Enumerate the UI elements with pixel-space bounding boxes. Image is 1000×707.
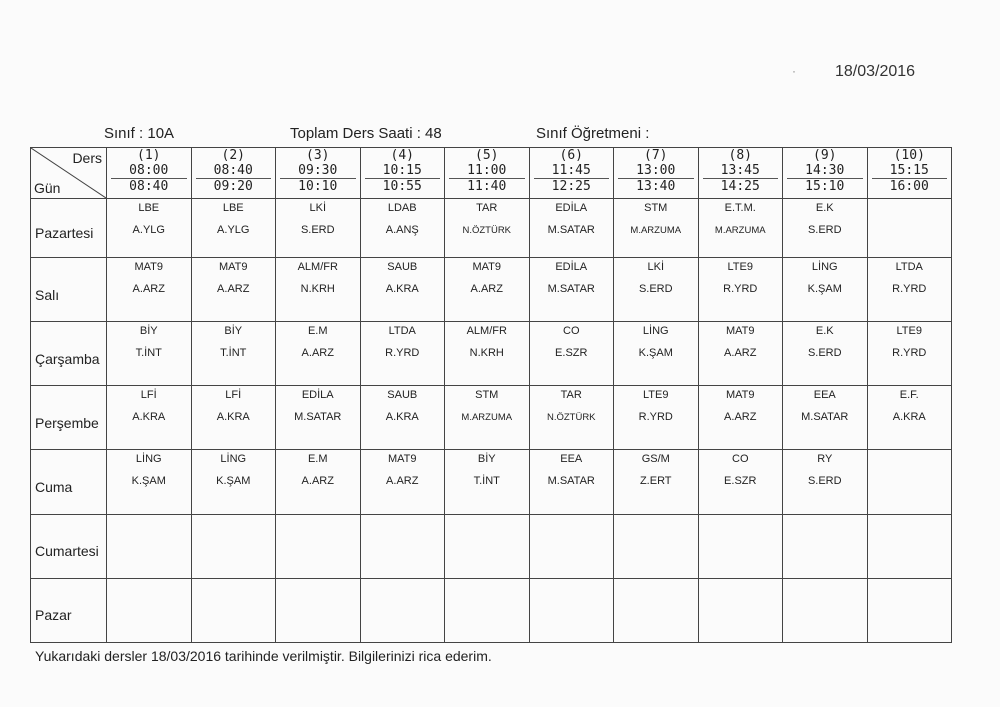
lesson-cell	[783, 258, 868, 322]
lesson-teacher: T.İNT	[220, 347, 247, 360]
lesson-teacher: S.ERD	[638, 283, 673, 296]
corner-cell	[31, 148, 107, 199]
lesson-cell	[107, 450, 192, 514]
lesson-subject: LTE9	[643, 389, 669, 402]
lesson-teacher: E.SZR	[555, 347, 588, 360]
lesson-cell	[614, 386, 699, 450]
lesson-teacher: A.ARZ	[386, 475, 419, 488]
lesson-cell	[360, 514, 445, 578]
lesson-teacher: A.KRA	[132, 411, 166, 424]
lesson-teacher: S.ERD	[807, 347, 842, 360]
lesson-cell	[867, 578, 952, 642]
scan-speck: ·	[792, 64, 796, 78]
period-number: (7)	[644, 148, 668, 163]
lesson-subject: ALM/FR	[297, 261, 338, 274]
day-row	[31, 258, 952, 322]
period-header	[529, 148, 614, 199]
day-label	[31, 322, 107, 386]
period-number: (9)	[813, 148, 837, 163]
lesson-cell	[276, 322, 361, 386]
period-number: (1)	[137, 148, 161, 163]
lesson-cell	[529, 386, 614, 450]
lesson-subject: EEA	[560, 453, 583, 466]
day-name: Pazartesi	[35, 225, 94, 242]
lesson-subject: LBE	[222, 202, 244, 214]
lesson-teacher: R.YRD	[638, 411, 673, 424]
lesson-teacher: A.ARZ	[470, 283, 503, 296]
lesson-subject: MAT9	[725, 325, 755, 338]
lesson-cell	[107, 386, 192, 450]
period-header	[191, 148, 276, 199]
timetable	[30, 147, 952, 643]
period-header	[360, 148, 445, 199]
lesson-subject: MAT9	[387, 453, 417, 466]
lesson-cell	[867, 386, 952, 450]
lesson-cell	[529, 578, 614, 642]
lesson-cell	[360, 199, 445, 258]
lesson-cell	[360, 386, 445, 450]
day-label	[31, 514, 107, 578]
lesson-teacher: A.KRA	[892, 411, 926, 424]
day-name: Salı	[35, 286, 60, 303]
lesson-teacher: N.ÖZTÜRK	[546, 412, 596, 424]
lesson-subject: E.M	[307, 453, 328, 466]
day-row	[31, 450, 952, 514]
lesson-cell	[783, 578, 868, 642]
lesson-subject: MAT9	[134, 261, 164, 274]
lesson-cell	[191, 322, 276, 386]
lesson-subject: STM	[475, 389, 499, 402]
lesson-subject: LKİ	[309, 202, 326, 214]
lesson-subject: MAT9	[472, 261, 502, 274]
day-name: Cuma	[35, 479, 73, 496]
footer-note: Yukarıdaki dersler 18/03/2016 tarihinde verilmiştir. Bilgilerinizi rica ederim.	[35, 648, 492, 664]
period-end: 14:25	[703, 178, 779, 194]
lesson-cell	[783, 514, 868, 578]
lesson-cell	[698, 578, 783, 642]
lesson-cell	[698, 386, 783, 450]
lesson-cell	[614, 258, 699, 322]
lesson-subject: EDİLA	[555, 261, 588, 274]
day-name: Pazar	[35, 607, 72, 624]
day-label	[31, 578, 107, 642]
lesson-subject: SAUB	[387, 389, 418, 402]
lesson-cell	[614, 514, 699, 578]
lesson-cell	[783, 199, 868, 258]
lesson-cell	[276, 450, 361, 514]
period-end: 10:55	[365, 178, 441, 194]
lesson-teacher: K.ŞAM	[216, 475, 251, 488]
day-label	[31, 258, 107, 322]
lesson-cell	[445, 514, 530, 578]
lesson-subject: TAR	[476, 202, 498, 214]
lesson-cell	[107, 578, 192, 642]
lesson-teacher: S.ERD	[807, 224, 842, 236]
lesson-cell	[276, 386, 361, 450]
lesson-teacher: N.ÖZTÜRK	[462, 225, 512, 236]
lesson-cell	[360, 322, 445, 386]
lesson-cell	[445, 199, 530, 258]
lesson-teacher: A.ARZ	[301, 475, 334, 488]
period-header	[276, 148, 361, 199]
lesson-teacher: K.ŞAM	[131, 475, 166, 488]
period-start: 13:00	[636, 163, 676, 178]
lesson-subject: EDİLA	[555, 202, 588, 214]
lesson-teacher: R.YRD	[723, 283, 758, 296]
lesson-teacher: M.SATAR	[294, 411, 342, 424]
day-label	[31, 386, 107, 450]
lesson-teacher: A.KRA	[216, 411, 250, 424]
lesson-cell	[276, 578, 361, 642]
period-number: (8)	[728, 148, 752, 163]
lesson-teacher: N.KRH	[469, 347, 504, 360]
lesson-cell	[360, 578, 445, 642]
total-hours-label: Toplam Ders Saati : 48	[290, 125, 442, 142]
lesson-cell	[445, 322, 530, 386]
lesson-cell	[529, 258, 614, 322]
lesson-cell	[529, 450, 614, 514]
lesson-teacher: M.ARZUMA	[714, 225, 766, 236]
lesson-cell	[107, 322, 192, 386]
lesson-subject: E.T.M.	[724, 202, 756, 214]
lesson-teacher: M.ARZUMA	[630, 225, 682, 236]
class-teacher-label: Sınıf Öğretmeni :	[536, 125, 650, 142]
lesson-cell	[867, 514, 952, 578]
lesson-subject: ALM/FR	[466, 325, 507, 338]
lesson-teacher: A.KRA	[385, 411, 419, 424]
lesson-cell	[276, 199, 361, 258]
lesson-cell	[783, 386, 868, 450]
lesson-subject: LFİ	[140, 389, 157, 402]
lesson-subject: GS/M	[641, 453, 670, 466]
lesson-teacher: A.KRA	[385, 283, 419, 296]
lesson-subject: LFİ	[225, 389, 242, 402]
lesson-subject: EDİLA	[301, 389, 334, 402]
period-end: 09:20	[196, 178, 272, 194]
period-number: (3)	[306, 148, 330, 163]
lesson-teacher: R.YRD	[892, 283, 927, 296]
lesson-cell	[191, 199, 276, 258]
lesson-teacher: M.SATAR	[547, 224, 595, 236]
lesson-subject: LTDA	[895, 261, 923, 274]
lesson-cell	[529, 514, 614, 578]
lesson-teacher: A.ARZ	[132, 283, 165, 296]
lesson-subject: EEA	[813, 389, 836, 402]
day-row	[31, 322, 952, 386]
lesson-cell	[445, 258, 530, 322]
lesson-subject: LTDA	[388, 325, 416, 338]
lesson-cell	[529, 322, 614, 386]
lesson-subject: RY	[817, 453, 833, 466]
period-end: 08:40	[111, 178, 187, 194]
lesson-subject: E.M	[307, 325, 328, 338]
lesson-cell	[360, 450, 445, 514]
lesson-cell	[698, 199, 783, 258]
lesson-subject: CO	[732, 453, 749, 466]
lesson-teacher: M.SATAR	[801, 411, 849, 424]
period-number: (5)	[475, 148, 499, 163]
period-end: 15:10	[787, 178, 863, 194]
lesson-cell	[614, 199, 699, 258]
period-start: 15:15	[889, 163, 929, 178]
lesson-teacher: T.İNT	[473, 475, 500, 488]
period-start: 08:40	[213, 163, 253, 178]
lesson-subject: E.K	[815, 202, 834, 214]
lesson-cell	[276, 514, 361, 578]
period-end: 10:10	[280, 178, 356, 194]
lesson-teacher: M.SATAR	[547, 475, 595, 488]
period-end: 11:40	[449, 178, 525, 194]
lesson-teacher: A.YLG	[217, 224, 250, 236]
period-header	[698, 148, 783, 199]
lesson-teacher: M.SATAR	[547, 283, 595, 296]
lesson-cell	[191, 578, 276, 642]
period-number: (2)	[221, 148, 245, 163]
lesson-cell	[614, 450, 699, 514]
period-number: (6)	[559, 148, 583, 163]
lesson-cell	[191, 258, 276, 322]
lesson-cell	[614, 322, 699, 386]
lesson-teacher: M.ARZUMA	[461, 412, 513, 424]
lesson-cell	[191, 450, 276, 514]
period-header	[107, 148, 192, 199]
lesson-teacher: Z.ERT	[639, 475, 672, 488]
lesson-subject: LTE9	[727, 261, 753, 274]
lesson-cell	[360, 258, 445, 322]
lesson-subject: LKİ	[647, 261, 664, 274]
lesson-teacher: S.ERD	[807, 475, 842, 488]
lesson-subject: LDAB	[387, 202, 417, 214]
corner-label-ders: Ders	[72, 150, 102, 166]
lesson-subject: E.F.	[899, 389, 919, 402]
lesson-cell	[698, 514, 783, 578]
lesson-subject: LİNG	[642, 325, 669, 338]
day-label	[31, 199, 107, 258]
period-end: 12:25	[534, 178, 610, 194]
period-header	[614, 148, 699, 199]
lesson-cell	[445, 386, 530, 450]
lesson-subject: TAR	[560, 389, 582, 402]
lesson-teacher: K.ŞAM	[807, 283, 842, 296]
day-label	[31, 450, 107, 514]
period-header	[867, 148, 952, 199]
lesson-cell	[783, 450, 868, 514]
lesson-teacher: T.İNT	[135, 347, 162, 360]
lesson-subject: SAUB	[387, 261, 418, 274]
lesson-cell	[529, 199, 614, 258]
lesson-subject: MAT9	[218, 261, 248, 274]
period-start: 13:45	[720, 163, 760, 178]
lesson-cell	[107, 258, 192, 322]
lesson-cell	[867, 450, 952, 514]
day-row	[31, 578, 952, 642]
lesson-subject: LTE9	[896, 325, 922, 338]
day-name: Cumartesi	[35, 543, 99, 560]
lesson-cell	[191, 386, 276, 450]
lesson-teacher: E.SZR	[724, 475, 757, 488]
period-header-row	[31, 148, 952, 199]
lesson-subject: E.K	[815, 325, 834, 338]
lesson-cell	[783, 322, 868, 386]
lesson-teacher: A.ANŞ	[385, 224, 419, 236]
lesson-teacher: A.YLG	[132, 224, 165, 236]
period-end: 16:00	[872, 178, 948, 194]
day-row	[31, 199, 952, 258]
lesson-subject: LİNG	[220, 453, 247, 466]
lesson-cell	[698, 322, 783, 386]
lesson-subject: STM	[644, 202, 668, 214]
lesson-teacher: S.ERD	[300, 224, 335, 236]
lesson-teacher: R.YRD	[892, 347, 927, 360]
period-header	[445, 148, 530, 199]
lesson-subject: BİY	[224, 325, 243, 338]
lesson-cell	[276, 258, 361, 322]
lesson-cell	[445, 450, 530, 514]
day-name: Çarşamba	[35, 350, 100, 367]
document-date: 18/03/2016	[835, 63, 916, 80]
period-header	[783, 148, 868, 199]
period-number: (4)	[390, 148, 414, 163]
lesson-cell	[191, 514, 276, 578]
lesson-cell	[698, 258, 783, 322]
lesson-teacher: N.KRH	[300, 283, 335, 296]
lesson-subject: LİNG	[135, 453, 162, 466]
lesson-subject: BİY	[477, 453, 496, 466]
lesson-subject: LBE	[138, 202, 160, 214]
period-start: 09:30	[298, 163, 338, 178]
lesson-cell	[867, 322, 952, 386]
lesson-cell	[867, 199, 952, 258]
lesson-cell	[867, 258, 952, 322]
lesson-subject: CO	[563, 325, 580, 338]
period-end: 13:40	[618, 178, 694, 194]
day-row	[31, 386, 952, 450]
period-start: 14:30	[805, 163, 845, 178]
lesson-teacher: A.ARZ	[724, 347, 757, 360]
period-number: (10)	[893, 148, 925, 163]
lesson-subject: LİNG	[811, 261, 838, 274]
lesson-teacher: A.ARZ	[301, 347, 334, 360]
day-name: Perşembe	[35, 414, 99, 431]
period-start: 11:45	[551, 163, 591, 178]
period-start: 08:00	[129, 163, 169, 178]
corner-label-gun: Gün	[34, 180, 61, 196]
lesson-cell	[445, 578, 530, 642]
lesson-teacher: A.ARZ	[217, 283, 250, 296]
period-start: 10:15	[382, 163, 422, 178]
lesson-cell	[107, 199, 192, 258]
day-row	[31, 514, 952, 578]
period-start: 11:00	[467, 163, 507, 178]
lesson-cell	[698, 450, 783, 514]
lesson-cell	[614, 578, 699, 642]
class-label: Sınıf : 10A	[104, 125, 175, 142]
lesson-teacher: K.ŞAM	[638, 347, 673, 360]
lesson-cell	[107, 514, 192, 578]
lesson-subject: MAT9	[725, 389, 755, 402]
lesson-teacher: R.YRD	[385, 347, 420, 360]
lesson-subject: BİY	[139, 325, 158, 338]
lesson-teacher: A.ARZ	[724, 411, 757, 424]
